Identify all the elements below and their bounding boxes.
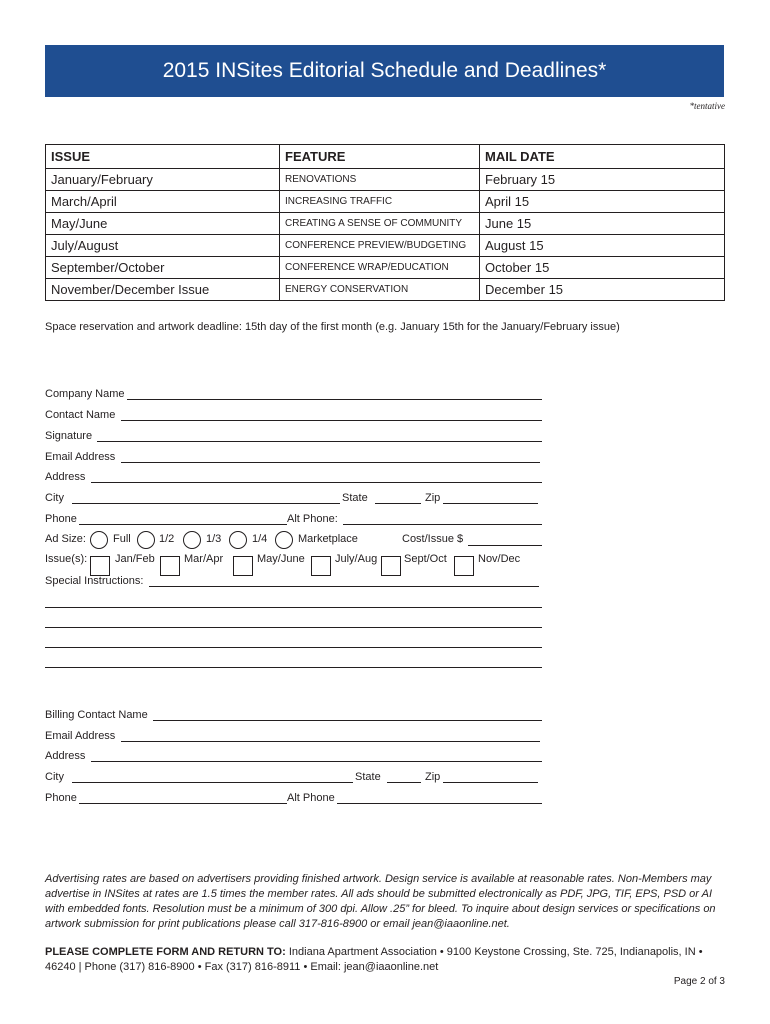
ad-size-full-radio[interactable] — [90, 531, 108, 549]
email-field[interactable] — [45, 450, 542, 464]
billing-state-line[interactable] — [387, 782, 421, 783]
zip-line[interactable] — [443, 503, 538, 504]
issue-sept-oct-label: Sept/Oct — [404, 553, 447, 565]
phone-label: Phone — [45, 513, 77, 525]
return-address: Indiana Apartment Association • 9100 Keystone Crossing, Ste. 725, Indianapolis, IN • 46240 | Phone (317) 816-8900 • Fax (317) 816-8911 • Email: jean@iaaonline.net — [45, 946, 703, 973]
tentative-note: *tentative — [689, 101, 725, 111]
issue-header: ISSUE — [46, 145, 280, 169]
mail-date-cell: April 15 — [480, 191, 725, 213]
special-instructions-line-4[interactable] — [45, 647, 542, 648]
billing-alt-phone-label: Alt Phone — [287, 792, 335, 804]
mail-date-cell: August 15 — [480, 235, 725, 257]
phone-field[interactable] — [45, 512, 542, 526]
address-line[interactable] — [91, 482, 542, 483]
ad-size-marketplace-radio[interactable] — [275, 531, 293, 549]
billing-address-field[interactable] — [45, 749, 542, 763]
table-header-row — [46, 145, 725, 169]
contact-name-label: Contact Name — [45, 409, 116, 421]
contact-name-field[interactable] — [45, 408, 542, 422]
email-line[interactable] — [121, 462, 540, 463]
issue-cell: May/June — [46, 213, 280, 235]
table-row — [46, 191, 725, 213]
billing-phone-label: Phone — [45, 792, 77, 804]
company-name-line[interactable] — [127, 399, 542, 400]
special-instructions-line-2[interactable] — [45, 607, 542, 608]
ad-size-half-radio[interactable] — [137, 531, 155, 549]
alt-phone-label: Alt Phone: — [287, 513, 338, 525]
city-line[interactable] — [72, 503, 340, 504]
issues-label: Issue(s): — [45, 553, 88, 565]
ad-size-third-label: 1/3 — [206, 533, 222, 545]
table-row — [46, 279, 725, 301]
feature-cell: CONFERENCE WRAP/EDUCATION — [280, 257, 480, 279]
issue-cell: March/April — [46, 191, 280, 213]
special-instructions-line[interactable] — [149, 586, 539, 587]
billing-contact-field[interactable] — [45, 708, 542, 722]
feature-cell: CONFERENCE PREVIEW/BUDGETING — [280, 235, 480, 257]
signature-field[interactable] — [45, 429, 542, 443]
issue-july-aug-label: July/Aug — [335, 553, 378, 565]
issue-may-june-checkbox[interactable] — [233, 556, 253, 576]
feature-header: FEATURE — [280, 145, 480, 169]
company-name-field[interactable] — [45, 387, 542, 401]
contact-name-line[interactable] — [121, 420, 542, 421]
table-row — [46, 213, 725, 235]
billing-city-line[interactable] — [72, 782, 353, 783]
billing-phone-field[interactable] — [45, 791, 542, 805]
special-instructions-field[interactable] — [45, 574, 542, 588]
issue-july-aug-checkbox[interactable] — [311, 556, 331, 576]
billing-email-label: Email Address — [45, 730, 116, 742]
company-name-label: Company Name — [45, 388, 125, 400]
billing-city-state-zip-field[interactable] — [45, 770, 542, 784]
issue-sept-oct-checkbox[interactable] — [381, 556, 401, 576]
billing-email-field[interactable] — [45, 729, 542, 743]
page-number: Page 2 of 3 — [673, 976, 725, 987]
special-instructions-line-5[interactable] — [45, 667, 542, 668]
billing-zip-line[interactable] — [443, 782, 538, 783]
state-label: State — [342, 492, 368, 504]
billing-address-label: Address — [45, 750, 86, 762]
cost-issue-line[interactable] — [468, 545, 542, 546]
billing-address-line[interactable] — [91, 761, 542, 762]
phone-line[interactable] — [79, 524, 287, 525]
return-instructions — [45, 945, 725, 975]
table-row — [46, 169, 725, 191]
issue-cell: July/August — [46, 235, 280, 257]
city-state-zip-field[interactable] — [45, 491, 542, 505]
issue-mar-apr-label: Mar/Apr — [184, 553, 224, 565]
issue-cell: November/December Issue — [46, 279, 280, 301]
ad-size-label: Ad Size: — [45, 533, 86, 545]
ad-size-marketplace-label: Marketplace — [298, 533, 358, 545]
issue-nov-dec-label: Nov/Dec — [478, 553, 521, 565]
issue-mar-apr-checkbox[interactable] — [160, 556, 180, 576]
ad-size-quarter-radio[interactable] — [229, 531, 247, 549]
mail-date-cell: October 15 — [480, 257, 725, 279]
issue-jan-feb-label: Jan/Feb — [115, 553, 155, 565]
issue-cell: September/October — [46, 257, 280, 279]
mail-date-header: MAIL DATE — [480, 145, 725, 169]
address-field[interactable] — [45, 470, 542, 484]
issue-jan-feb-checkbox[interactable] — [90, 556, 110, 576]
schedule-table — [45, 144, 725, 301]
billing-state-label: State — [355, 771, 381, 783]
feature-cell: RENOVATIONS — [280, 169, 480, 191]
mail-date-cell: February 15 — [480, 169, 725, 191]
special-instructions-line-3[interactable] — [45, 627, 542, 628]
ad-size-quarter-label: 1/4 — [252, 533, 268, 545]
feature-cell: INCREASING TRAFFIC — [280, 191, 480, 213]
ad-size-third-radio[interactable] — [183, 531, 201, 549]
state-line[interactable] — [375, 503, 421, 504]
cost-issue-label: Cost/Issue $ — [402, 533, 464, 545]
signature-line[interactable] — [97, 441, 542, 442]
address-label: Address — [45, 471, 86, 483]
billing-zip-label: Zip — [425, 771, 441, 783]
table-row — [46, 257, 725, 279]
ad-size-full-label: Full — [113, 533, 131, 545]
issue-may-june-label: May/June — [257, 553, 305, 565]
billing-alt-phone-line[interactable] — [337, 803, 542, 804]
billing-email-line[interactable] — [121, 741, 540, 742]
return-label: PLEASE COMPLETE FORM AND RETURN TO: — [45, 946, 286, 958]
email-label: Email Address — [45, 451, 116, 463]
feature-cell: ENERGY CONSERVATION — [280, 279, 480, 301]
ad-size-half-label: 1/2 — [159, 533, 175, 545]
feature-cell: CREATING A SENSE OF COMMUNITY — [280, 213, 480, 235]
issue-cell: January/February — [46, 169, 280, 191]
deadline-note: Space reservation and artwork deadline: 15th day of the first month (e.g. January 15th for the January/February issue) — [45, 321, 620, 333]
mail-date-cell: June 15 — [480, 213, 725, 235]
billing-contact-label: Billing Contact Name — [45, 709, 148, 721]
alt-phone-line[interactable] — [343, 524, 542, 525]
zip-label: Zip — [425, 492, 441, 504]
billing-contact-line[interactable] — [153, 720, 542, 721]
page-title: 2015 INSites Editorial Schedule and Deadlines* — [45, 45, 724, 97]
signature-label: Signature — [45, 430, 93, 442]
table-row — [46, 235, 725, 257]
advertising-rates-note: Advertising rates are based on advertisers providing finished artwork. Design service is available at reasonable rates. Non-Members may advertise in INSites at rates are 1.5 times the member rates. All ads should be submitted electronically as PDF, JPG, TIF, EPS, PSD or AI with embedded fonts. Resolution must be a minimum of 300 dpi. Allow .25” for bleed. To inquire about design services or specifications on artwork submission for print publications please call 317-816-8900 or email jean@iaaonline.net. — [45, 873, 716, 930]
billing-city-label: City — [45, 771, 64, 783]
billing-phone-line[interactable] — [79, 803, 287, 804]
mail-date-cell: December 15 — [480, 279, 725, 301]
special-instructions-label: Special Instructions: — [45, 575, 144, 587]
city-label: City — [45, 492, 64, 504]
issue-nov-dec-checkbox[interactable] — [454, 556, 474, 576]
